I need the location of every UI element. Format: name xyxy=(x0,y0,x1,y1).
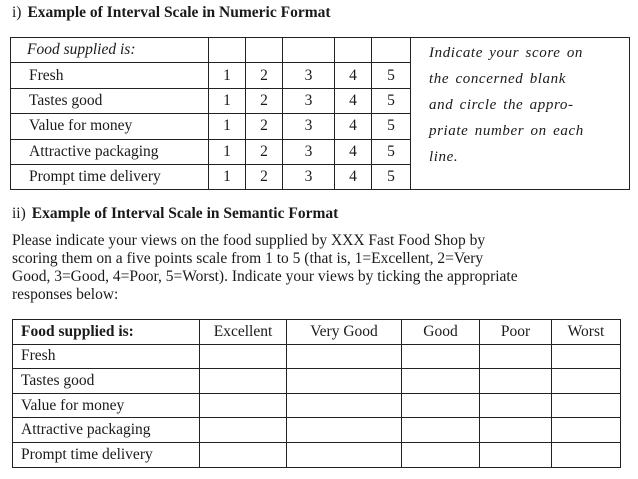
response-cell[interactable] xyxy=(480,369,552,394)
response-cell[interactable] xyxy=(480,393,552,418)
score-option[interactable]: 1 xyxy=(209,164,246,189)
table-header-row xyxy=(11,38,630,63)
score-header-cell xyxy=(335,38,372,63)
column-header-poor: Poor xyxy=(480,320,552,345)
table-row xyxy=(13,344,621,369)
response-cell[interactable] xyxy=(480,418,552,443)
section2-title: Example of Interval Scale in Semantic Format xyxy=(31,205,339,222)
section1-title: Example of Interval Scale in Numeric Format xyxy=(27,4,331,21)
score-option[interactable]: 2 xyxy=(246,139,283,164)
instruction-line: and circle the appro- xyxy=(429,97,574,113)
response-cell[interactable] xyxy=(402,442,480,467)
response-cell[interactable] xyxy=(200,344,287,369)
row-label: Prompt time delivery xyxy=(11,164,209,189)
section2-number: ii) xyxy=(12,205,26,222)
score-header-cell xyxy=(246,38,283,63)
table-row xyxy=(13,418,621,443)
score-option[interactable]: 2 xyxy=(246,164,283,189)
score-option[interactable]: 5 xyxy=(372,139,411,164)
score-option[interactable]: 3 xyxy=(283,88,335,113)
score-option[interactable]: 5 xyxy=(372,114,411,139)
score-option[interactable]: 2 xyxy=(246,88,283,113)
score-option[interactable]: 2 xyxy=(246,63,283,88)
row-label: Tastes good xyxy=(11,88,209,113)
response-cell[interactable] xyxy=(552,344,621,369)
response-cell[interactable] xyxy=(287,393,402,418)
row-label: Fresh xyxy=(13,344,200,369)
score-header-cell xyxy=(209,38,246,63)
column-header-excellent: Excellent xyxy=(200,320,287,345)
score-option[interactable]: 5 xyxy=(372,164,411,189)
score-option[interactable]: 4 xyxy=(335,114,372,139)
row-label: Attractive packaging xyxy=(13,418,200,443)
paragraph-line: Good, 3=Good, 4=Poor, 5=Worst). Indicate your views by ticking the appropriate xyxy=(12,268,518,285)
paragraph-line: Please indicate your views on the food supplied by XXX Fast Food Shop by xyxy=(12,232,486,249)
response-cell[interactable] xyxy=(552,393,621,418)
score-option[interactable]: 3 xyxy=(283,164,335,189)
score-option[interactable]: 2 xyxy=(246,114,283,139)
response-cell[interactable] xyxy=(552,418,621,443)
score-option[interactable]: 1 xyxy=(209,139,246,164)
instruction-line: line. xyxy=(429,149,459,165)
score-option[interactable]: 1 xyxy=(209,63,246,88)
row-label: Fresh xyxy=(11,63,209,88)
instruction-line: Indicate your score on xyxy=(429,45,584,61)
header-label: Food supplied is: xyxy=(13,320,200,345)
instruction-note xyxy=(411,38,630,190)
row-label: Prompt time delivery xyxy=(13,442,200,467)
paragraph-line: responses below: xyxy=(12,286,119,303)
score-option[interactable]: 4 xyxy=(335,139,372,164)
row-label: Tastes good xyxy=(13,369,200,394)
table-row xyxy=(13,393,621,418)
response-cell[interactable] xyxy=(552,442,621,467)
response-cell[interactable] xyxy=(287,442,402,467)
score-header-cell xyxy=(372,38,411,63)
score-option[interactable]: 1 xyxy=(209,88,246,113)
table-header-row xyxy=(13,320,621,345)
section1-heading xyxy=(12,4,331,22)
paragraph-line: scoring them on a five points scale from 1 to 5 (that is, 1=Excellent, 2=Very xyxy=(12,250,484,267)
score-option[interactable]: 4 xyxy=(335,164,372,189)
score-header-cell xyxy=(283,38,335,63)
response-cell[interactable] xyxy=(402,344,480,369)
score-option[interactable]: 3 xyxy=(283,139,335,164)
numeric-scale-table xyxy=(10,37,630,190)
response-cell[interactable] xyxy=(402,369,480,394)
section2-heading xyxy=(12,205,338,223)
semantic-scale-table xyxy=(12,319,621,468)
response-cell[interactable] xyxy=(200,393,287,418)
score-option[interactable]: 3 xyxy=(283,63,335,88)
table-row xyxy=(13,442,621,467)
response-cell[interactable] xyxy=(402,393,480,418)
response-cell[interactable] xyxy=(287,418,402,443)
row-label: Value for money xyxy=(11,114,209,139)
response-cell[interactable] xyxy=(200,418,287,443)
row-label: Attractive packaging xyxy=(11,139,209,164)
instruction-line: priate number on each xyxy=(429,123,584,139)
response-cell[interactable] xyxy=(287,344,402,369)
response-cell[interactable] xyxy=(402,418,480,443)
table-row xyxy=(13,369,621,394)
response-cell[interactable] xyxy=(287,369,402,394)
instructions-paragraph xyxy=(12,232,628,304)
column-header-worst: Worst xyxy=(552,320,621,345)
instruction-line: the concerned blank xyxy=(429,71,567,87)
response-cell[interactable] xyxy=(552,369,621,394)
response-cell[interactable] xyxy=(200,442,287,467)
response-cell[interactable] xyxy=(480,344,552,369)
response-cell[interactable] xyxy=(200,369,287,394)
score-option[interactable]: 3 xyxy=(283,114,335,139)
column-header-very-good: Very Good xyxy=(287,320,402,345)
score-option[interactable]: 5 xyxy=(372,88,411,113)
row-label: Value for money xyxy=(13,393,200,418)
column-header-good: Good xyxy=(402,320,480,345)
section1-number: i) xyxy=(12,4,22,21)
score-option[interactable]: 5 xyxy=(372,63,411,88)
score-option[interactable]: 4 xyxy=(335,63,372,88)
response-cell[interactable] xyxy=(480,442,552,467)
score-option[interactable]: 1 xyxy=(209,114,246,139)
score-option[interactable]: 4 xyxy=(335,88,372,113)
header-label: Food supplied is: xyxy=(11,38,209,63)
